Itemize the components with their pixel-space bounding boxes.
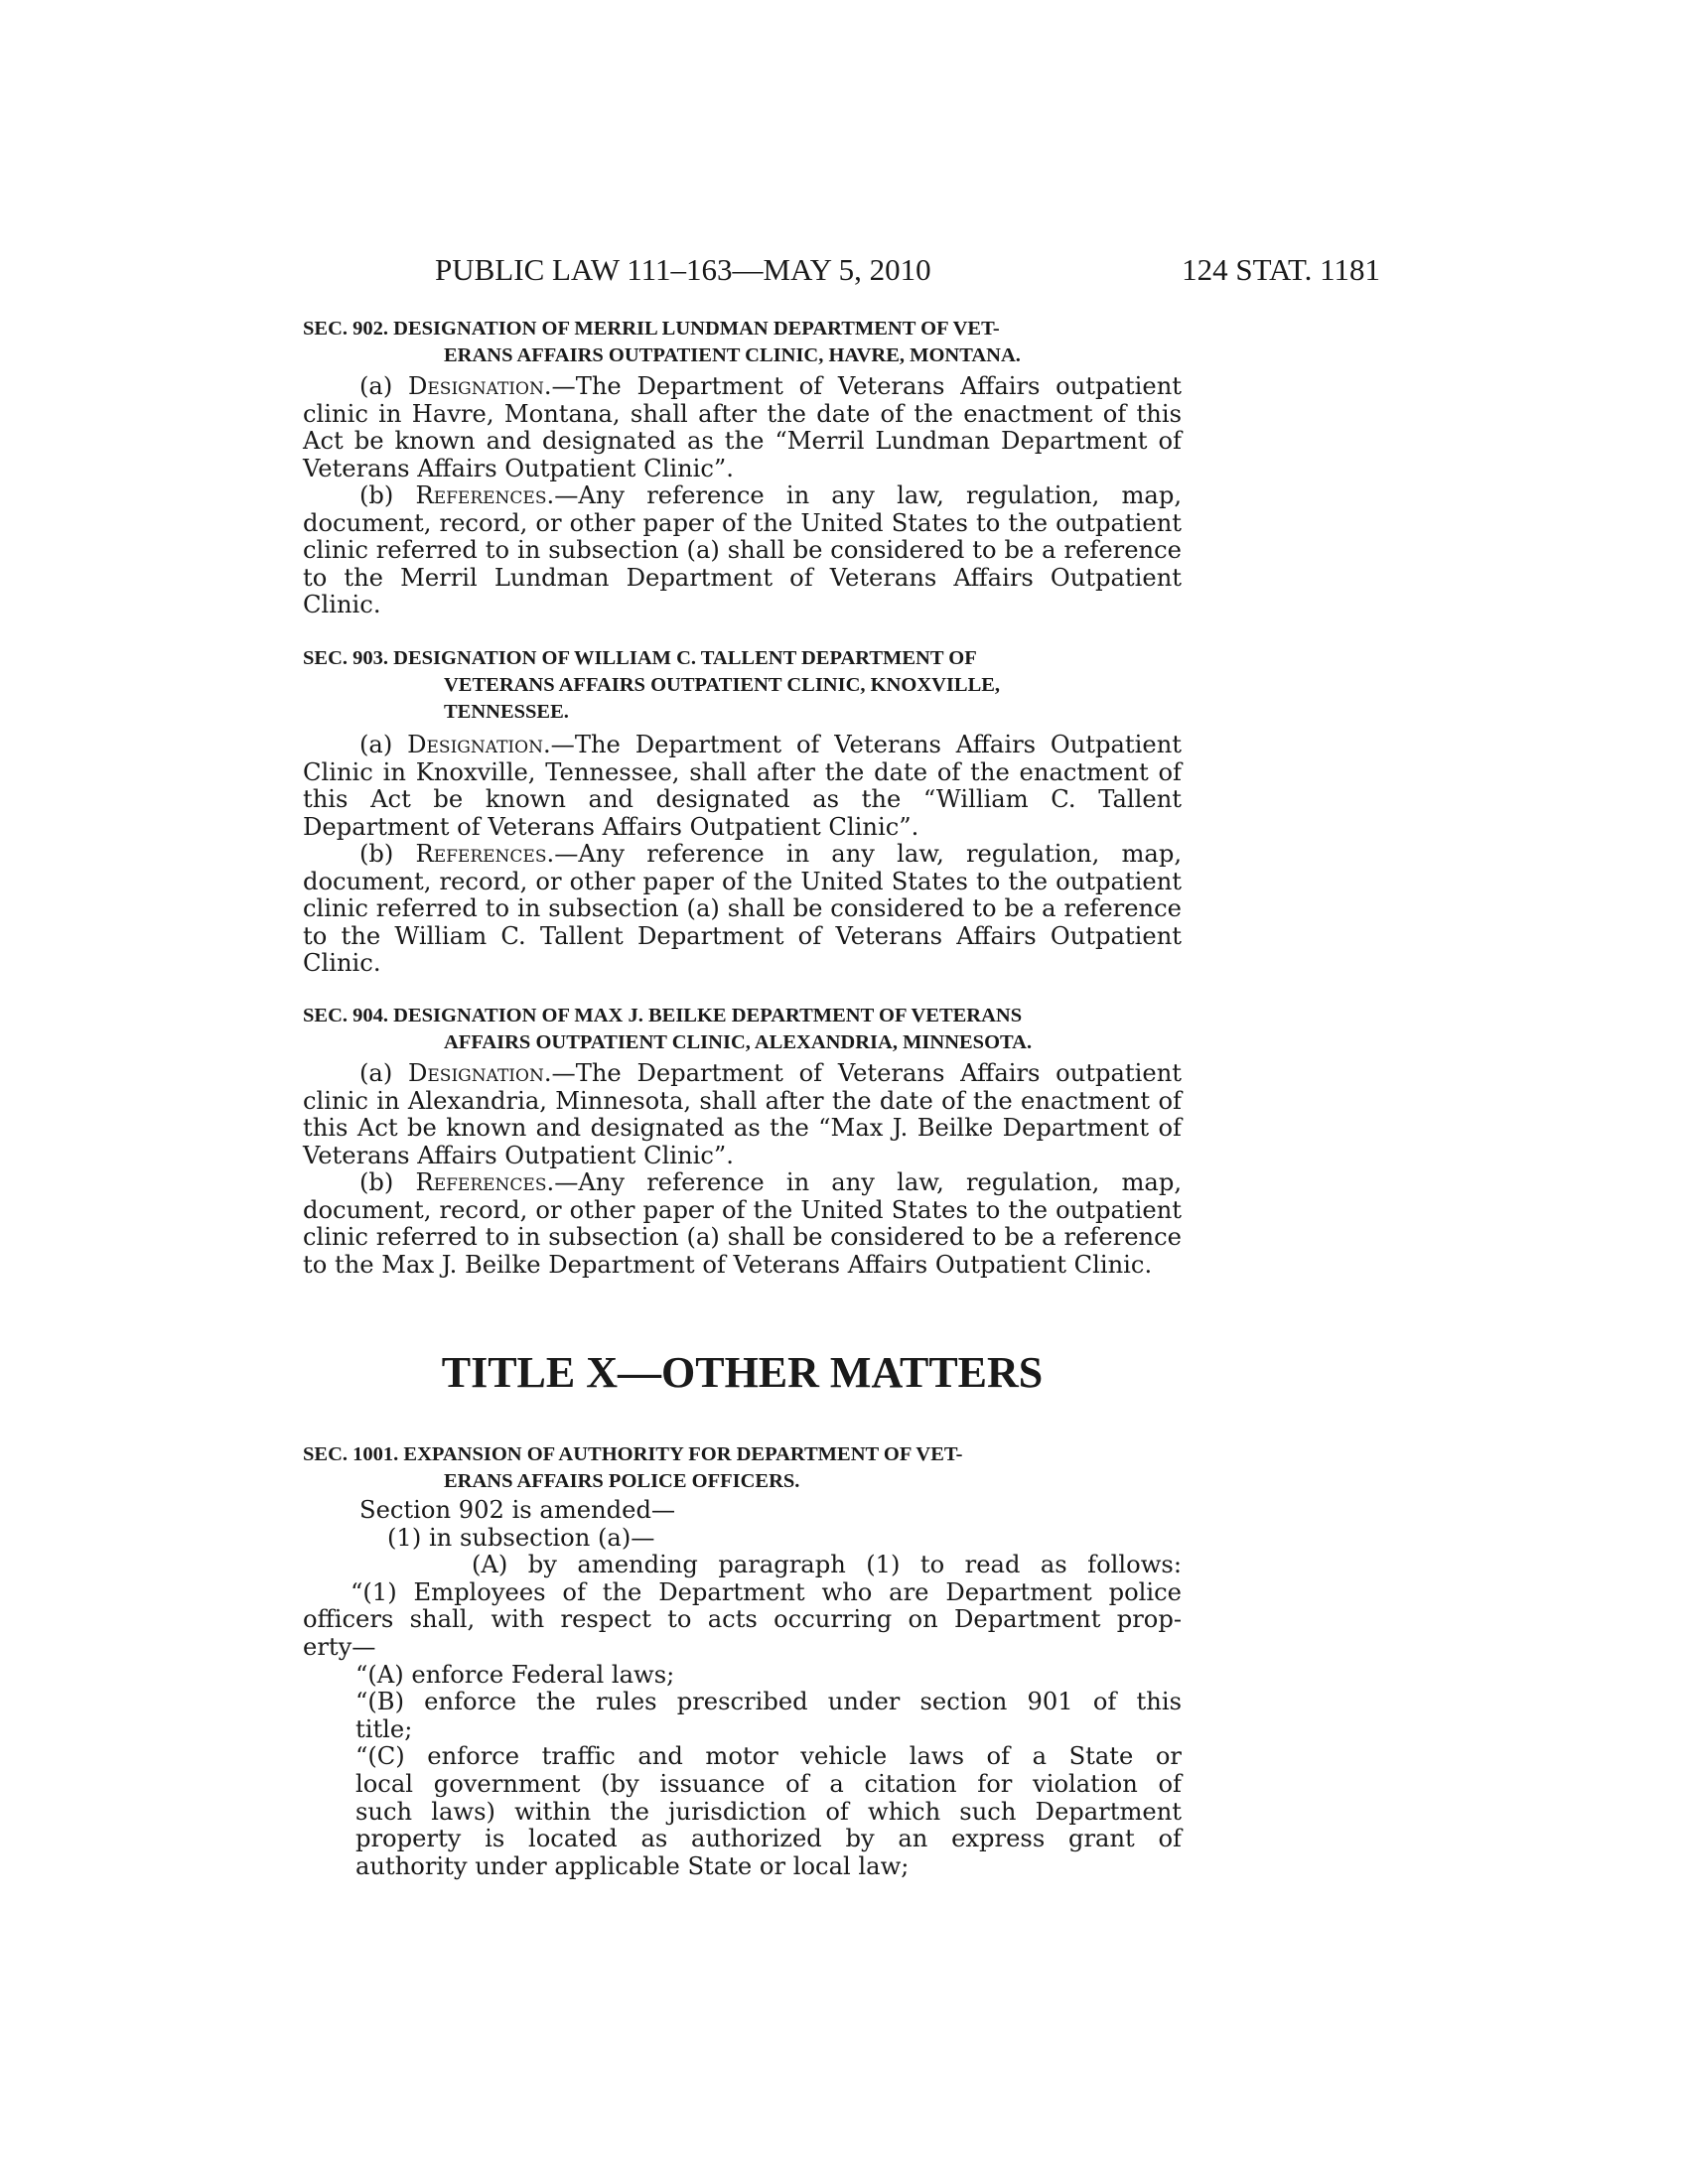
header-law-citation: PUBLIC LAW 111–163—MAY 5, 2010 — [435, 252, 931, 287]
sec-902-subsection-b: (b) References.—Any reference in any law, regulation, map, document, record, or other paper of the United States to the outpatient clinic referred to in subsection (a) shall be considered to be a reference to the Merril Lundman Department of Veterans Affairs Outpatient Clinic. — [303, 481, 1183, 619]
sec-902-subsection-a: (a) Designation.—The Department of Veterans Affairs outpatient clinic in Havre, Montana, shall after the date of the enactment of this Act be known and designated as the “Merril Lundman Department of Veterans Affairs Outpatient Clinic”. — [303, 372, 1182, 482]
sec-1001-heading-line-2: ERANS AFFAIRS POLICE OFFICERS. — [444, 1470, 800, 1492]
sec-904-heading-line-1: DESIGNATION OF MAX J. BEILKE DEPARTMENT OF VETERANS — [393, 1005, 1023, 1026]
sec-904-subsection-a: (a) Designation.—The Department of Veterans Affairs outpatient clinic in Alexandria, Minnesota, shall after the date of the enactment of this Act be known and designated as the “Max J. Beilke Department of Veterans Affairs Outpatient Clinic”. — [303, 1059, 1182, 1169]
sec-902-heading — [303, 316, 1182, 369]
sec-1001-line: local government (by issuance of a citation for violation of — [355, 1769, 1182, 1798]
running-header — [303, 250, 1380, 290]
sec-904-b-caption: References — [415, 1168, 547, 1196]
sec-1001-line: such laws) within the jurisdiction of which such Department — [355, 1797, 1182, 1826]
sec-904-a-caption: Designation — [408, 1059, 544, 1087]
sec-902-a-caption: Designation — [408, 372, 544, 400]
sec-1001-line: title; — [355, 1714, 413, 1743]
sec-1001-body — [303, 1497, 1182, 1880]
sec-903-subsection-b: (b) References.—Any reference in any law, regulation, map, document, record, or other paper of the United States to the outpatient clinic referred to in subsection (a) shall be considered to be a reference to the William C. Tallent Department of Veterans Affairs Outpatient Clinic. — [303, 840, 1183, 978]
sec-1001-line: property is located as authorized by an express grant of — [355, 1825, 1182, 1853]
sec-902-number: SEC. 902. — [303, 318, 389, 340]
sec-903-a-caption: Designation — [407, 731, 543, 758]
sec-904-heading — [303, 1003, 1182, 1056]
title-x-heading: TITLE X—OTHER MATTERS — [441, 1348, 1044, 1397]
sec-1001-line: “(A) enforce Federal laws; — [355, 1660, 675, 1689]
sec-903-heading-line-1: DESIGNATION OF WILLIAM C. TALLENT DEPARTMENT OF — [393, 647, 977, 669]
sec-902-heading-line-1: DESIGNATION OF MERRIL LUNDMAN DEPARTMENT OF VET- — [393, 318, 1000, 340]
sec-903-number: SEC. 903. — [303, 647, 389, 669]
sec-903-b-caption: References — [415, 840, 547, 868]
sec-1001-line: (A) by amending paragraph (1) to read as follows: — [472, 1551, 1182, 1579]
sec-903-heading — [303, 645, 1182, 726]
sec-904-number: SEC. 904. — [303, 1005, 389, 1026]
sec-904-heading-line-2: AFFAIRS OUTPATIENT CLINIC, ALEXANDRIA, MINNESOTA. — [444, 1031, 1033, 1053]
sec-902-b-caption: References — [415, 481, 547, 509]
header-stat-page: 124 STAT. 1181 — [1182, 252, 1380, 287]
sec-1001-line: “(1) Employees of the Department who are Department police — [351, 1577, 1182, 1606]
sec-1001-line: officers shall, with respect to acts occurring on Department prop- — [303, 1605, 1182, 1634]
sec-902-heading-line-2: ERANS AFFAIRS OUTPATIENT CLINIC, HAVRE, MONTANA. — [444, 344, 1021, 366]
sec-1001-line: erty— — [303, 1632, 376, 1661]
sec-903-subsection-a: (a) Designation.—The Department of Veterans Affairs Outpatient Clinic in Knoxville, Tennessee, shall after the date of the enactment of this Act be known and designated as the “William C. Tallent Department of Veterans Affairs Outpatient Clinic”. — [303, 731, 1182, 841]
sec-1001-number: SEC. 1001. — [303, 1443, 399, 1465]
sec-1001-heading — [303, 1441, 1182, 1495]
sec-1001-line: Section 902 is amended— — [359, 1496, 676, 1524]
sec-1001-line: (1) in subsection (a)— — [387, 1523, 655, 1552]
sec-904-subsection-b: (b) References.—Any reference in any law, regulation, map, document, record, or other paper of the United States to the outpatient clinic referred to in subsection (a) shall be considered to be a reference to the Max J. Beilke Department of Veterans Affairs Outpatient Clinic. — [303, 1168, 1183, 1279]
sec-1001-line: authority under applicable State or local law; — [355, 1851, 910, 1880]
sec-1001-line: “(C) enforce traffic and motor vehicle laws of a State or — [355, 1742, 1182, 1771]
sec-1001-heading-line-1: EXPANSION OF AUTHORITY FOR DEPARTMENT OF VET- — [403, 1443, 963, 1465]
sec-903-heading-line-3: TENNESSEE. — [444, 701, 569, 723]
sec-1001-line: “(B) enforce the rules prescribed under section 901 of this — [355, 1688, 1182, 1716]
sec-903-heading-line-2: VETERANS AFFAIRS OUTPATIENT CLINIC, KNOXVILLE, — [444, 674, 1001, 696]
